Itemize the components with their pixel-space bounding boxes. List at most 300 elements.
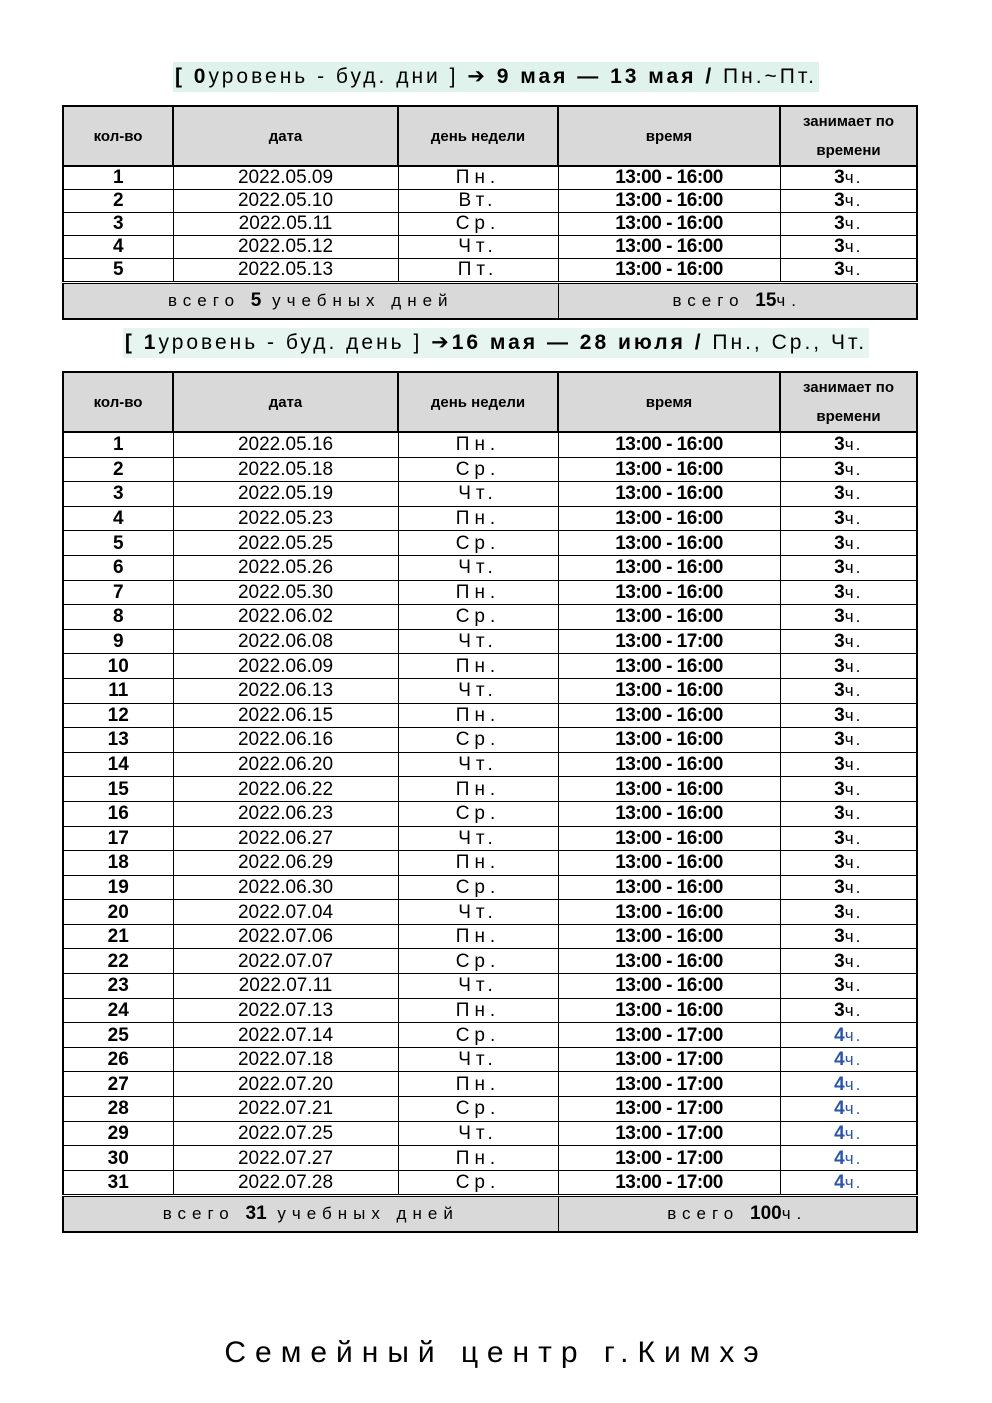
table-row	[63, 236, 917, 259]
table-row	[63, 752, 917, 777]
row-number: 8	[63, 605, 173, 630]
row-hours-value: 3	[834, 901, 845, 923]
table-row	[63, 629, 917, 654]
row-date: 2022.05.26	[173, 555, 398, 580]
row-hours	[780, 826, 917, 851]
row-number: 2	[63, 457, 173, 482]
heading-bracket: [	[174, 65, 194, 88]
row-time: 13:00 - 16:00	[558, 949, 780, 974]
row-date: 2022.06.13	[173, 678, 398, 703]
row-weekday: Пн.	[398, 1072, 558, 1097]
row-hours-unit: ч.	[844, 951, 863, 971]
table-row	[63, 1047, 917, 1072]
row-hours-unit: ч.	[844, 1173, 863, 1193]
row-date: 2022.05.09	[173, 166, 398, 190]
row-hours	[780, 629, 917, 654]
row-hours	[780, 1047, 917, 1072]
row-date: 2022.07.07	[173, 949, 398, 974]
table-row	[63, 259, 917, 283]
table-row	[63, 678, 917, 703]
row-date: 2022.06.09	[173, 654, 398, 679]
row-date: 2022.06.02	[173, 605, 398, 630]
total-hours-cell	[558, 1196, 917, 1233]
row-date: 2022.07.04	[173, 900, 398, 925]
row-hours	[780, 1121, 917, 1146]
col-count-header: кол-во	[63, 106, 173, 166]
row-time: 13:00 - 17:00	[558, 629, 780, 654]
row-date: 2022.07.21	[173, 1097, 398, 1122]
row-hours	[780, 974, 917, 999]
row-date: 2022.06.30	[173, 875, 398, 900]
row-hours-value: 3	[834, 631, 845, 653]
row-date: 2022.07.06	[173, 924, 398, 949]
row-weekday: Ср.	[398, 1023, 558, 1048]
row-date: 2022.07.27	[173, 1146, 398, 1171]
row-date: 2022.06.08	[173, 629, 398, 654]
row-number: 3	[63, 213, 173, 236]
row-weekday: Пн.	[398, 580, 558, 605]
row-hours	[780, 998, 917, 1023]
row-hours-unit: ч.	[844, 632, 863, 652]
row-hours	[780, 703, 917, 728]
row-hours-unit: ч.	[844, 681, 863, 701]
row-number: 11	[63, 678, 173, 703]
row-date: 2022.07.18	[173, 1047, 398, 1072]
row-time: 13:00 - 16:00	[558, 752, 780, 777]
row-date: 2022.05.13	[173, 259, 398, 283]
table-row	[63, 482, 917, 507]
row-weekday: Пн.	[398, 777, 558, 802]
row-hours-value: 3	[834, 655, 845, 677]
row-hours-value: 3	[834, 606, 845, 628]
row-hours	[780, 728, 917, 753]
section1-heading-text	[123, 328, 869, 358]
row-number: 10	[63, 654, 173, 679]
row-hours-value: 4	[834, 1024, 845, 1046]
row-hours-value: 3	[834, 926, 845, 948]
row-hours	[780, 432, 917, 457]
row-weekday: Чт.	[398, 555, 558, 580]
row-weekday: Ср.	[398, 457, 558, 482]
row-date: 2022.06.22	[173, 777, 398, 802]
row-hours	[780, 555, 917, 580]
row-hours	[780, 1146, 917, 1171]
row-hours-value: 3	[834, 483, 845, 505]
row-hours-value: 3	[834, 236, 845, 257]
row-hours-value: 3	[834, 581, 845, 603]
row-date: 2022.05.23	[173, 506, 398, 531]
table-row	[63, 555, 917, 580]
row-number: 6	[63, 555, 173, 580]
row-hours-unit: ч.	[844, 214, 863, 233]
row-time: 13:00 - 16:00	[558, 506, 780, 531]
row-weekday: Чт.	[398, 826, 558, 851]
row-time: 13:00 - 16:00	[558, 166, 780, 190]
table-row	[63, 1146, 917, 1171]
section1-table-body	[63, 432, 917, 1196]
row-hours-unit: ч.	[844, 656, 863, 676]
table-header-row	[63, 372, 917, 432]
row-weekday: Пн.	[398, 924, 558, 949]
row-date: 2022.05.19	[173, 482, 398, 507]
row-hours-value: 3	[834, 729, 845, 751]
total-hours-prefix: всего	[667, 1204, 750, 1224]
row-number: 3	[63, 482, 173, 507]
row-weekday: Ср.	[398, 213, 558, 236]
row-hours-value: 3	[834, 999, 845, 1021]
row-time: 13:00 - 16:00	[558, 801, 780, 826]
row-hours-unit: ч.	[844, 533, 863, 553]
row-hours-unit: ч.	[844, 853, 863, 873]
total-hours-suffix: ч.	[776, 291, 803, 310]
table-row	[63, 190, 917, 213]
heading-level-text: уровень - буд. день ]	[158, 331, 432, 354]
total-days-number: 5	[250, 290, 262, 311]
row-hours	[780, 166, 917, 190]
row-hours-value: 3	[834, 975, 845, 997]
table-row	[63, 1121, 917, 1146]
total-days-number: 31	[245, 1203, 267, 1225]
row-hours	[780, 236, 917, 259]
row-hours-unit: ч.	[844, 484, 863, 504]
row-time: 13:00 - 16:00	[558, 777, 780, 802]
row-weekday: Чт.	[398, 1047, 558, 1072]
row-date: 2022.06.29	[173, 851, 398, 876]
row-number: 1	[63, 432, 173, 457]
row-hours-value: 4	[834, 1122, 845, 1144]
row-date: 2022.05.30	[173, 580, 398, 605]
total-days-suffix: учебных дней	[261, 291, 454, 310]
row-hours-value: 3	[834, 508, 845, 530]
row-date: 2022.06.16	[173, 728, 398, 753]
row-hours	[780, 678, 917, 703]
row-time: 13:00 - 16:00	[558, 432, 780, 457]
col-count-header: кол-во	[63, 372, 173, 432]
col-weekday-header: день недели	[398, 106, 558, 166]
row-hours-unit: ч.	[844, 260, 863, 279]
table-row	[63, 801, 917, 826]
table-row	[63, 826, 917, 851]
row-date: 2022.07.20	[173, 1072, 398, 1097]
row-hours-unit: ч.	[844, 828, 863, 848]
section1-heading	[0, 328, 992, 358]
row-hours-unit: ч.	[844, 804, 863, 824]
row-hours-unit: ч.	[844, 976, 863, 996]
row-weekday: Ср.	[398, 605, 558, 630]
row-number: 5	[63, 259, 173, 283]
row-hours-unit: ч.	[844, 755, 863, 775]
row-hours	[780, 531, 917, 556]
table-row	[63, 1170, 917, 1196]
row-hours	[780, 875, 917, 900]
row-hours-unit: ч.	[844, 927, 863, 947]
table-row	[63, 851, 917, 876]
row-date: 2022.07.25	[173, 1121, 398, 1146]
row-number: 7	[63, 580, 173, 605]
total-hours-cell	[558, 283, 917, 320]
table-row	[63, 580, 917, 605]
row-weekday: Чт.	[398, 1121, 558, 1146]
col-time-header: время	[558, 106, 780, 166]
row-hours-value: 3	[834, 754, 845, 776]
table-row	[63, 166, 917, 190]
row-time: 13:00 - 16:00	[558, 213, 780, 236]
table-row	[63, 605, 917, 630]
row-hours	[780, 457, 917, 482]
total-days-cell	[63, 1196, 558, 1233]
total-days-suffix: учебных дней	[266, 1204, 459, 1224]
row-hours	[780, 949, 917, 974]
row-weekday: Чт.	[398, 482, 558, 507]
row-hours-value: 3	[834, 190, 845, 211]
row-number: 31	[63, 1170, 173, 1196]
table-row	[63, 728, 917, 753]
row-number: 25	[63, 1023, 173, 1048]
row-hours-value: 3	[834, 803, 845, 825]
row-date: 2022.07.13	[173, 998, 398, 1023]
table-row	[63, 457, 917, 482]
row-time: 13:00 - 16:00	[558, 555, 780, 580]
row-time: 13:00 - 16:00	[558, 482, 780, 507]
section0-table-body	[63, 166, 917, 283]
row-hours-value: 3	[834, 876, 845, 898]
row-hours-unit: ч.	[844, 1050, 863, 1070]
row-time: 13:00 - 16:00	[558, 875, 780, 900]
row-hours-value: 3	[834, 557, 845, 579]
row-time: 13:00 - 16:00	[558, 190, 780, 213]
row-number: 28	[63, 1097, 173, 1122]
row-hours	[780, 654, 917, 679]
row-number: 13	[63, 728, 173, 753]
row-weekday: Чт.	[398, 236, 558, 259]
row-time: 13:00 - 16:00	[558, 531, 780, 556]
row-time: 13:00 - 16:00	[558, 580, 780, 605]
row-date: 2022.07.28	[173, 1170, 398, 1196]
row-time: 13:00 - 16:00	[558, 457, 780, 482]
row-number: 1	[63, 166, 173, 190]
row-weekday: Пн.	[398, 703, 558, 728]
row-hours	[780, 213, 917, 236]
row-hours	[780, 924, 917, 949]
row-number: 9	[63, 629, 173, 654]
row-weekday: Пн.	[398, 998, 558, 1023]
row-date: 2022.05.18	[173, 457, 398, 482]
total-days-prefix: всего	[167, 291, 251, 310]
row-date: 2022.05.25	[173, 531, 398, 556]
row-time: 13:00 - 16:00	[558, 826, 780, 851]
row-number: 12	[63, 703, 173, 728]
row-hours	[780, 1097, 917, 1122]
row-number: 21	[63, 924, 173, 949]
row-hours-value: 4	[834, 1098, 845, 1120]
row-time: 13:00 - 17:00	[558, 1072, 780, 1097]
table-row	[63, 432, 917, 457]
table-row	[63, 506, 917, 531]
row-weekday: Пн.	[398, 166, 558, 190]
row-hours-unit: ч.	[844, 459, 863, 479]
row-hours	[780, 801, 917, 826]
row-hours-unit: ч.	[844, 1099, 863, 1119]
row-number: 19	[63, 875, 173, 900]
row-hours-unit: ч.	[844, 191, 863, 210]
row-hours-value: 3	[834, 458, 845, 480]
table-header-row	[63, 106, 917, 166]
table-row	[63, 703, 917, 728]
table-row	[63, 974, 917, 999]
section0-heading	[0, 62, 992, 92]
table-row	[63, 924, 917, 949]
row-weekday: Ср.	[398, 1170, 558, 1196]
row-time: 13:00 - 16:00	[558, 236, 780, 259]
row-weekday: Ср.	[398, 875, 558, 900]
row-hours-unit: ч.	[844, 435, 863, 455]
table-row	[63, 531, 917, 556]
row-number: 16	[63, 801, 173, 826]
row-hours-value: 3	[834, 259, 845, 280]
row-hours-value: 3	[834, 434, 845, 456]
row-hours	[780, 1023, 917, 1048]
row-hours-unit: ч.	[844, 1148, 863, 1168]
heading-level-num: 0	[193, 65, 209, 88]
row-number: 24	[63, 998, 173, 1023]
row-weekday: Чт.	[398, 678, 558, 703]
section0-heading-text	[173, 62, 819, 92]
row-time: 13:00 - 16:00	[558, 703, 780, 728]
row-weekday: Ср.	[398, 801, 558, 826]
table-row	[63, 654, 917, 679]
row-hours-unit: ч.	[844, 730, 863, 750]
row-number: 27	[63, 1072, 173, 1097]
row-number: 30	[63, 1146, 173, 1171]
row-hours-unit: ч.	[844, 1000, 863, 1020]
table-row	[63, 777, 917, 802]
row-weekday: Пн.	[398, 654, 558, 679]
row-hours	[780, 190, 917, 213]
row-time: 13:00 - 16:00	[558, 259, 780, 283]
row-number: 2	[63, 190, 173, 213]
heading-days: Пн.~Пт.	[723, 65, 818, 88]
row-time: 13:00 - 16:00	[558, 851, 780, 876]
row-date: 2022.06.15	[173, 703, 398, 728]
row-weekday: Ср.	[398, 531, 558, 556]
row-time: 13:00 - 17:00	[558, 1146, 780, 1171]
row-hours-value: 3	[834, 778, 845, 800]
row-hours-unit: ч.	[844, 1123, 863, 1143]
row-time: 13:00 - 16:00	[558, 924, 780, 949]
footer-organization: Семейный центр г.Кимхэ	[224, 1336, 768, 1369]
row-weekday: Ср.	[398, 1097, 558, 1122]
total-hours-prefix: всего	[672, 291, 756, 310]
row-hours-unit: ч.	[844, 1025, 863, 1045]
row-hours	[780, 259, 917, 283]
row-hours-value: 4	[834, 1147, 845, 1169]
row-number: 29	[63, 1121, 173, 1146]
row-weekday: Пн.	[398, 432, 558, 457]
row-hours-value: 3	[834, 950, 845, 972]
row-weekday: Пн.	[398, 851, 558, 876]
row-date: 2022.05.10	[173, 190, 398, 213]
section1-total-row	[63, 1196, 917, 1233]
table-row	[63, 1023, 917, 1048]
row-weekday: Чт.	[398, 629, 558, 654]
row-hours	[780, 900, 917, 925]
row-hours	[780, 1170, 917, 1196]
row-time: 13:00 - 17:00	[558, 1170, 780, 1196]
row-hours-unit: ч.	[844, 779, 863, 799]
section1-table	[62, 371, 918, 1233]
row-time: 13:00 - 17:00	[558, 1023, 780, 1048]
col-hours-header: занимает по времени	[780, 106, 917, 166]
col-time-header: время	[558, 372, 780, 432]
col-date-header: дата	[173, 372, 398, 432]
row-number: 15	[63, 777, 173, 802]
total-days-cell	[63, 283, 558, 320]
section0-table	[62, 105, 918, 320]
row-time: 13:00 - 16:00	[558, 654, 780, 679]
row-hours-value: 3	[834, 852, 845, 874]
col-date-header: дата	[173, 106, 398, 166]
row-hours	[780, 482, 917, 507]
row-time: 13:00 - 16:00	[558, 974, 780, 999]
row-weekday: Вт.	[398, 190, 558, 213]
heading-level-text: уровень - буд. дни ]	[208, 65, 468, 88]
row-hours-value: 3	[834, 704, 845, 726]
row-weekday: Ср.	[398, 949, 558, 974]
row-time: 13:00 - 16:00	[558, 678, 780, 703]
row-hours	[780, 605, 917, 630]
row-date: 2022.05.11	[173, 213, 398, 236]
row-number: 5	[63, 531, 173, 556]
row-number: 22	[63, 949, 173, 974]
row-time: 13:00 - 16:00	[558, 605, 780, 630]
row-weekday: Ср.	[398, 728, 558, 753]
row-hours-unit: ч.	[844, 509, 863, 529]
row-weekday: Чт.	[398, 900, 558, 925]
row-date: 2022.06.20	[173, 752, 398, 777]
table-row	[63, 900, 917, 925]
row-date: 2022.07.14	[173, 1023, 398, 1048]
row-hours	[780, 851, 917, 876]
row-number: 23	[63, 974, 173, 999]
row-hours-unit: ч.	[844, 877, 863, 897]
total-hours-suffix: ч.	[781, 1204, 808, 1224]
row-date: 2022.05.12	[173, 236, 398, 259]
table-row	[63, 949, 917, 974]
row-weekday: Пн.	[398, 506, 558, 531]
row-hours-unit: ч.	[844, 237, 863, 256]
section0-total-row	[63, 283, 917, 320]
row-hours	[780, 506, 917, 531]
row-time: 13:00 - 16:00	[558, 728, 780, 753]
row-time: 13:00 - 16:00	[558, 998, 780, 1023]
row-weekday: Чт.	[398, 752, 558, 777]
col-weekday-header: день недели	[398, 372, 558, 432]
heading-days: Пн., Ср., Чт.	[712, 331, 868, 354]
row-hours-value: 3	[834, 680, 845, 702]
row-hours-value: 3	[834, 532, 845, 554]
row-time: 13:00 - 17:00	[558, 1047, 780, 1072]
row-weekday: Чт.	[398, 974, 558, 999]
total-days-prefix: всего	[162, 1204, 246, 1224]
table-row	[63, 213, 917, 236]
row-hours-unit: ч.	[844, 558, 863, 578]
row-date: 2022.05.16	[173, 432, 398, 457]
row-number: 17	[63, 826, 173, 851]
table-row	[63, 1097, 917, 1122]
row-weekday: Пт.	[398, 259, 558, 283]
row-date: 2022.07.11	[173, 974, 398, 999]
row-hours	[780, 777, 917, 802]
